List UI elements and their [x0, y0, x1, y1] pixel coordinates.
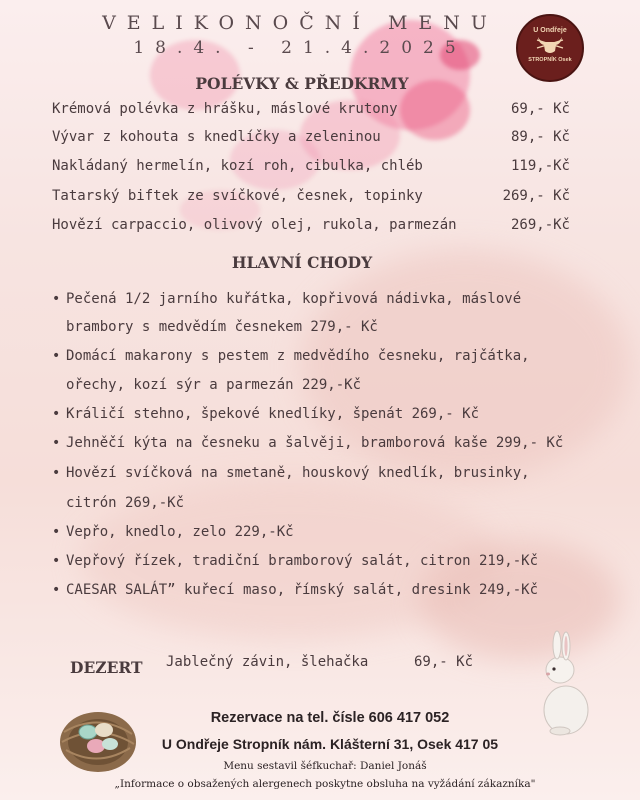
menu-item: [52, 126, 570, 148]
main-item: [52, 519, 294, 545]
item-price: 89,- Kč: [510, 129, 570, 145]
item-price: 119,-Kč: [510, 158, 570, 174]
allergen-note: „Informace o obsažených alergenech poskytne obsluha na vyžádání zákazníka": [114, 778, 536, 790]
main-item: [52, 460, 530, 486]
menu-item: [52, 185, 570, 207]
item-price: 69,- Kč: [510, 101, 570, 117]
item-text: Domácí makarony s pestem z medvědího česneku, rajčátka,: [66, 348, 530, 364]
item-text: CAESAR SALÁT” kuřecí maso, římský salát, dresink 249,-Kč: [66, 582, 539, 598]
bullet-icon: •: [52, 465, 61, 481]
starters-heading: POLÉVKY & PŘEDKRMY: [195, 74, 409, 93]
menu-item: [52, 98, 570, 120]
main-item: [52, 548, 538, 574]
item-name: Vývar z kohouta s knedlíčky a zeleninou: [52, 129, 381, 145]
reservation-text: Rezervace na tel. čísle 606 417 052: [210, 710, 450, 726]
chef-credit: Menu sestavil šéfkuchař: Daniel Jonáš: [223, 760, 427, 772]
dessert-heading: DEZERT: [70, 658, 143, 677]
main-item: [52, 430, 563, 456]
item-name: Hovězí carpaccio, olivový olej, rukola, parmezán: [52, 217, 457, 233]
item-text-cont: ořechy, kozí sýr a parmezán 229,-Kč: [66, 377, 362, 393]
bullet-icon: •: [52, 435, 61, 451]
main-item: [52, 577, 538, 603]
item-text-cont: brambory s medvědím česnekem 279,- Kč: [66, 319, 378, 335]
item-text: Jehněčí kýta na česneku a šalvěji, bramborová kaše 299,- Kč: [66, 435, 564, 451]
bullet-icon: •: [52, 406, 61, 422]
bullet-icon: •: [52, 582, 61, 598]
item-text: Vepřový řízek, tradiční bramborový salát, citron 219,-Kč: [66, 553, 539, 569]
restaurant-logo: [516, 14, 584, 82]
main-item: [52, 343, 530, 369]
address-text: U Ondřeje Stropník nám. Klášterní 31, Osek 417 05: [161, 736, 499, 752]
main-item: [52, 401, 479, 427]
item-text: Hovězí svíčková na smetaně, houskový knedlík, brusinky,: [66, 465, 530, 481]
main-item: [52, 286, 521, 312]
menu-item: [52, 155, 570, 177]
dessert-name: Jablečný závin, šlehačka: [166, 654, 369, 670]
menu-title: VELIKONOČNÍ MENU: [102, 12, 498, 34]
item-text: Vepřo, knedlo, zelo 229,-Kč: [66, 524, 294, 540]
item-name: Tatarský biftek ze svíčkové, česnek, topinky: [52, 188, 423, 204]
item-text-cont: citrón 269,-Kč: [66, 495, 185, 511]
item-price: 269,-Kč: [510, 217, 570, 233]
menu-item: [52, 214, 570, 236]
bullet-icon: •: [52, 553, 61, 569]
item-name: Krémová polévka z hrášku, máslové krutony: [52, 101, 398, 117]
mains-heading: HLAVNÍ CHODY: [231, 253, 373, 272]
bull-icon: [535, 34, 565, 56]
dessert-price: 69,- Kč: [414, 654, 474, 670]
bullet-icon: •: [52, 524, 61, 540]
item-text: Pečená 1/2 jarního kuřátka, kopřivová nádivka, máslové: [66, 291, 522, 307]
menu-date: 18.4. - 21.4.2025: [133, 38, 467, 58]
bullet-icon: •: [52, 348, 61, 364]
bullet-icon: •: [52, 291, 61, 307]
item-text: Králičí stehno, špekové knedlíky, špenát 269,- Kč: [66, 406, 480, 422]
item-name: Nakládaný hermelín, kozí roh, cibulka, chléb: [52, 158, 423, 174]
logo-text-top: U Ondřeje: [533, 27, 567, 34]
logo-text-bottom: STROPNÍK Osek: [528, 57, 572, 63]
item-price: 269,- Kč: [502, 188, 570, 204]
